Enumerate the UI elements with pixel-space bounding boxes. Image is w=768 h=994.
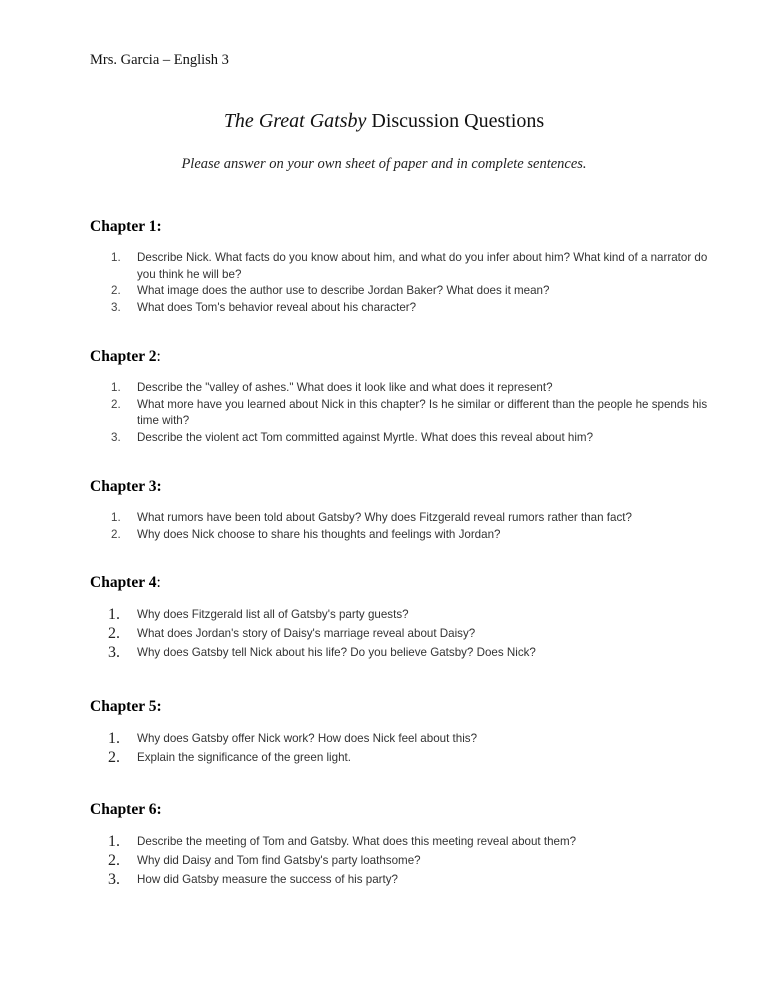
list-item: 2. Why does Nick choose to share his thoughts and feelings with Jordan? [111,527,501,541]
list-item: 2. What does Jordan's story of Daisy's marriage reveal about Daisy? [108,624,476,642]
question-list [90,606,710,662]
instructions: Please answer on your own sheet of paper and in complete sentences. [181,156,587,172]
list-item: 1. Describe the "valley of ashes." What does it look like and what does it represent? [111,381,553,394]
book-title: The Great Gatsby [223,110,367,132]
list-item: 3. Describe the violent act Tom committed against Myrtle. What does this reveal about him? [111,430,594,444]
list-item: 1. Describe the meeting of Tom and Gatsby. What does this meeting reveal about them? [108,833,577,850]
question-list [90,380,710,446]
list-item: 1. What rumors have been told about Gatsby? Why does Fitzgerald reveal rumors rather than fact? [111,511,632,524]
list-item: 2. Why did Daisy and Tom find Gatsby's party loathsome? [108,851,421,869]
list-item: 3. Why does Gatsby tell Nick about his life? Do you believe Gatsby? Does Nick? [108,643,536,661]
chapter-5-section [90,698,710,768]
chapter-1-section [90,218,710,316]
document-title [0,110,768,133]
chapter-heading: Chapter 4: [90,574,161,591]
question-list [90,250,710,316]
list-item: 2. What image does the author use to describe Jordan Baker? What does it mean? [111,284,550,297]
list-item: 1. Why does Gatsby offer Nick work? How does Nick feel about this? [108,730,478,747]
chapter-6-section [90,801,710,889]
page-header: Mrs. Garcia – English 3 [90,52,229,68]
question-list [90,730,710,768]
chapter-2-section [90,348,710,446]
chapter-heading: Chapter 3: [90,478,162,495]
chapter-heading: Chapter 1: [90,218,162,235]
list-item: 2. Explain the significance of the green light. [108,748,351,766]
question-list [90,833,710,889]
question-list [90,510,710,543]
list-item: 3. What does Tom's behavior reveal about his character? [111,300,417,314]
chapter-heading: Chapter 2: [90,348,161,365]
list-item: 2. What more have you learned about Nick in this chapter? Is he similar or different than the people he spends his time with? [111,397,708,427]
chapter-4-section [90,574,710,662]
list-item: 3. How did Gatsby measure the success of his party? [108,870,398,888]
title-rest: Discussion Questions [366,110,545,132]
chapter-3-section [90,478,710,543]
list-item: 1. Why does Fitzgerald list all of Gatsby's party guests? [108,606,409,623]
chapter-heading: Chapter 5: [90,698,162,715]
list-item: 1. Describe Nick. What facts do you know about him, and what do you infer about him? What kind of a narrator do you think he will be? [111,251,708,281]
chapter-heading: Chapter 6: [90,801,162,818]
